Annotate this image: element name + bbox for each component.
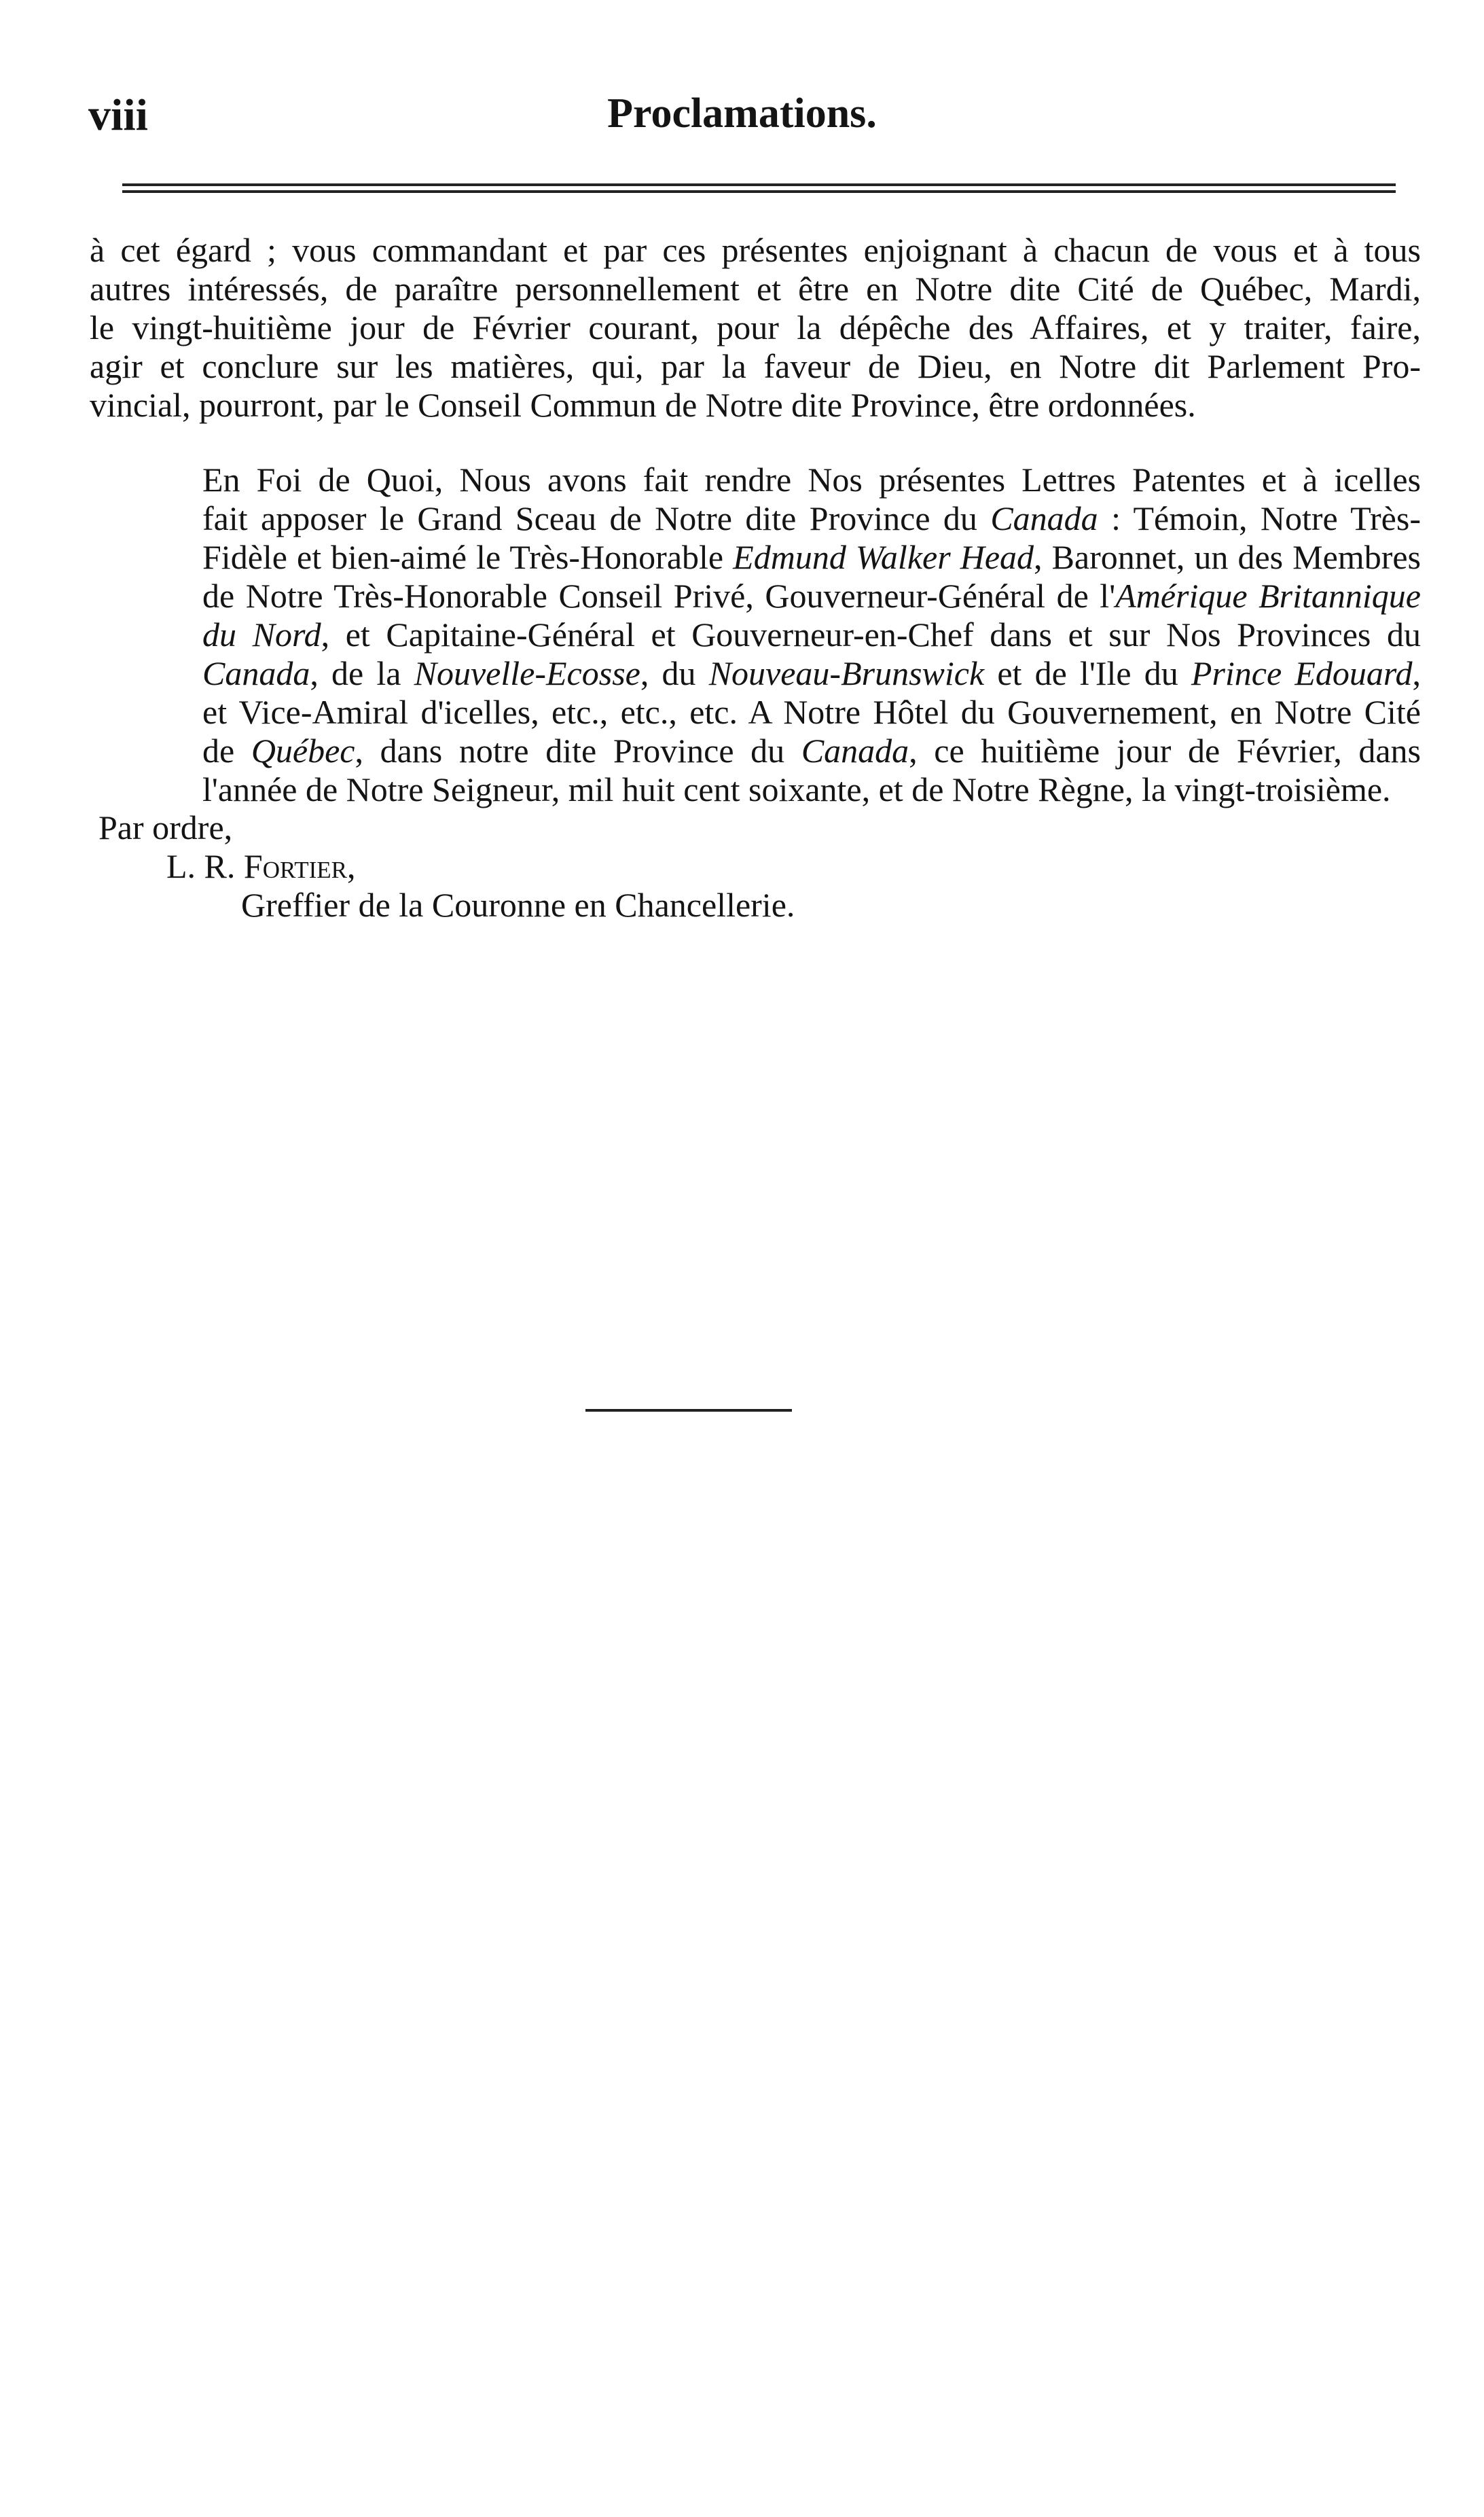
text-line: Canada, de la Nouvelle-Ecosse, du Nouveau-Brunswick et de l'Ile du Prince Edouard,	[202, 654, 1421, 692]
page-number: viii	[88, 90, 149, 140]
header-double-rule	[122, 183, 1396, 193]
text-line: du Nord, et Capitaine-Général et Gouverneur-en-Chef dans et sur Nos Provinces du	[202, 615, 1421, 654]
text-line: à cet égard ; vous commandant et par ces présentes enjoignant à chacun de vous et à tous	[90, 231, 1421, 269]
text-line: En Foi de Quoi, Nous avons fait rendre Nos présentes Lettres Patentes et à icelles	[202, 461, 1421, 499]
text-line: fait apposer le Grand Sceau de Notre dite Province du Canada : Témoin, Notre Très-	[202, 499, 1421, 537]
text-line: de Québec, dans notre dite Province du Canada, ce huitième jour de Février, dans	[202, 732, 1421, 770]
signatory-name: L. R. Fortier,	[166, 847, 356, 885]
page-title: Proclamations.	[607, 90, 877, 137]
text-line: autres intéressés, de paraître personnellement et être en Notre dite Cité de Québec, Mardi,	[90, 270, 1421, 308]
text-line: le vingt-huitième jour de Février courant, pour la dépêche des Affaires, et y traiter, faire,	[90, 308, 1421, 346]
signatory-role: Greffier de la Couronne en Chancellerie.	[241, 886, 795, 924]
end-rule	[585, 1409, 792, 1412]
paragraph-attestation	[90, 461, 1421, 809]
signature-block	[98, 808, 795, 925]
running-head	[88, 90, 1396, 144]
text-line: agir et conclure sur les matières, qui, par la faveur de Dieu, en Notre dit Parlement Pro-	[90, 347, 1421, 385]
text-line: l'année de Notre Seigneur, mil huit cent soixante, et de Notre Règne, la vingt-troisième.	[202, 770, 1391, 808]
text-line: et Vice-Amiral d'icelles, etc., etc., etc. A Notre Hôtel du Gouvernement, en Notre Cité	[202, 693, 1421, 731]
text-line: de Notre Très-Honorable Conseil Privé, Gouverneur-Général de l'Amérique Britannique	[202, 577, 1421, 615]
by-order-label: Par ordre,	[98, 808, 233, 846]
text-line: vincial, pourront, par le Conseil Commun de Notre dite Province, être ordonnées.	[90, 386, 1196, 424]
text-line: Fidèle et bien-aimé le Très-Honorable Edmund Walker Head, Baronnet, un des Membres	[202, 538, 1421, 576]
paragraph-continuation	[90, 231, 1421, 425]
